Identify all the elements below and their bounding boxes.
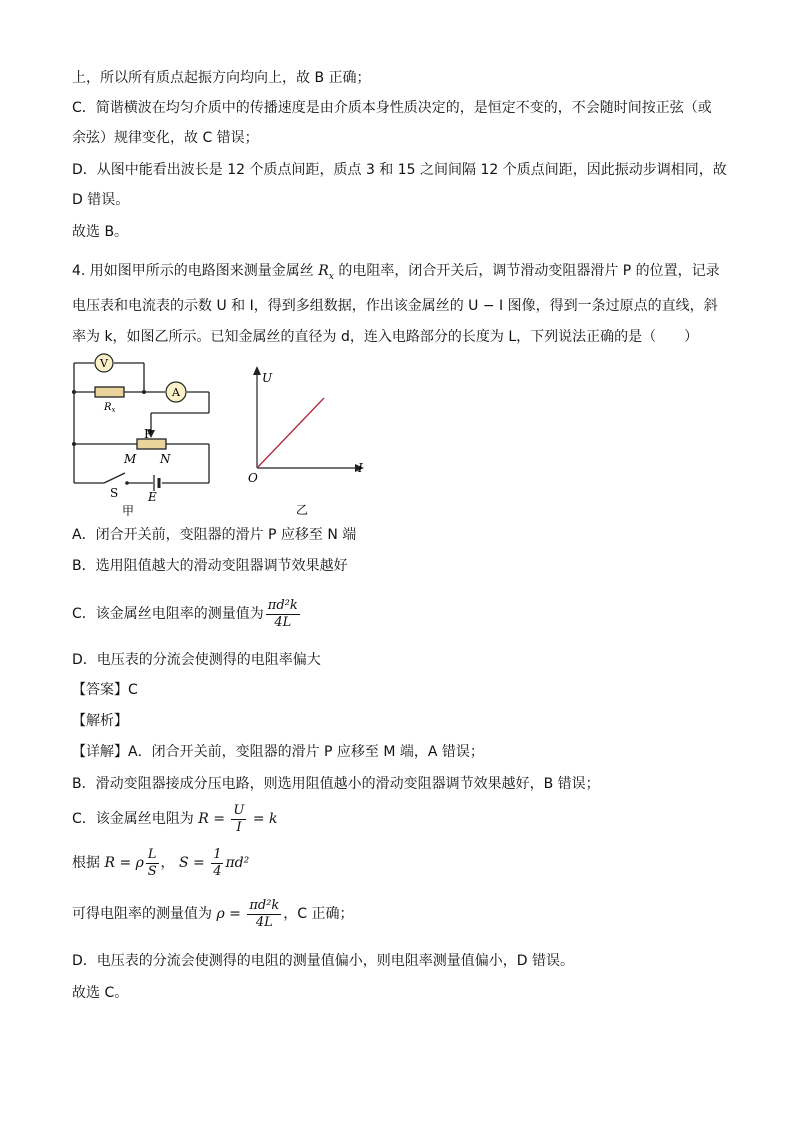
- figure-caption-yi: 乙: [296, 503, 309, 517]
- stem-text: 的电阻率，闭合开关后，调节滑动变阻器滑片 P 的位置，记录: [333, 263, 720, 279]
- ui-graph: [240, 366, 380, 518]
- battery-label: E: [148, 490, 157, 504]
- resistor-label: $R_x$: [104, 402, 116, 414]
- fraction: $\frac{U}{I}$: [233, 802, 245, 835]
- analysis-heading: 【解析】: [72, 713, 128, 729]
- text-line: 故选 B。: [72, 224, 129, 240]
- explanation-line: 【详解】A．闭合开关前，变阻器的滑片 P 应移至 M 端，A 错误；: [72, 744, 484, 760]
- text-line: D 错误。: [72, 192, 130, 208]
- option-c: [72, 594, 302, 634]
- fraction: $\frac{L}{S}$: [147, 846, 157, 879]
- explanation-line: 故选 C。: [72, 985, 129, 1001]
- data-line: [257, 398, 324, 468]
- ammeter-label: A: [172, 386, 180, 399]
- explanation-line: 可得电阻率的测量值为 ρ = $\frac{\text{πd²k}}{4L}$ ，C 正确；: [72, 897, 354, 930]
- switch-label: S: [110, 486, 119, 500]
- y-axis-label: U: [262, 371, 273, 385]
- option-c-text: C．该金属丝电阻率的测量值为: [72, 606, 264, 622]
- explanation-line: C．该金属丝电阻为 R = $\frac{U}{I}$ = k: [72, 802, 278, 835]
- var-r-sub: x: [328, 271, 334, 282]
- option-b: B．选用阻值越大的滑动变阻器调节效果越好: [72, 558, 348, 574]
- circuit-diagram: [70, 350, 220, 518]
- text-line: C．简谐横波在均匀介质中的传播速度是由介质本身性质决定的，是恒定不变的，不会随时间按正弦（或: [72, 100, 712, 116]
- option-a: A．闭合开关前，变阻器的滑片 P 应移至 N 端: [72, 527, 357, 543]
- fraction: $\frac{1}{4}$: [213, 846, 222, 879]
- explanation-line: B．滑动变阻器接成分压电路，则选用阻值越小的滑动变阻器调节效果越好，B 错误；: [72, 776, 600, 792]
- explanation-line: D．电压表的分流会使测得的电阻的测量值偏小，则电阻率测量值偏小，D 错误。: [72, 953, 575, 969]
- end-n-label: N: [160, 452, 171, 466]
- text-line: D．从图中能看出波长是 12 个质点间距，质点 3 和 15 之间间隔 12 个质点间距，因此振动步调相同，故: [72, 162, 727, 178]
- fraction: $\frac{\text{πd²k}}{4L}$: [249, 897, 280, 930]
- x-axis-label: I: [358, 461, 363, 475]
- end-m-label: M: [124, 452, 137, 466]
- text-line: 上，所以所有质点起振方向均向上，故 B 正确；: [72, 70, 371, 86]
- option-d: D．电压表的分流会使测得的电阻率偏大: [72, 652, 321, 668]
- text-line: 余弦）规律变化，故 C 错误；: [72, 130, 259, 146]
- origin-label: O: [248, 471, 258, 485]
- answer: 【答案】C: [72, 682, 138, 698]
- fraction: $\frac{\text{πd²k}}{4L}$: [267, 597, 298, 630]
- stem-text: 4. 用如图甲所示的电路图来测量金属丝: [72, 263, 319, 279]
- figure-caption-jia: 甲: [122, 504, 135, 518]
- slider-label: P: [144, 427, 153, 441]
- question-stem: [72, 261, 720, 287]
- explanation-line: 根据 R = ρ $\frac{L}{S}$ ， S = $\frac{1}{4}$ πd²: [72, 846, 250, 879]
- question-stem: 电压表和电流表的示数 U 和 I，得到多组数据，作出该金属丝的 U − I 图像，得到一条过原点的直线，斜: [72, 298, 718, 314]
- question-stem: 率为 k，如图乙所示。已知金属丝的直径为 d，连入电路部分的长度为 L，下列说法正确的是（ ）: [72, 329, 699, 345]
- voltmeter-label: V: [100, 357, 108, 370]
- var-r: R: [318, 263, 329, 279]
